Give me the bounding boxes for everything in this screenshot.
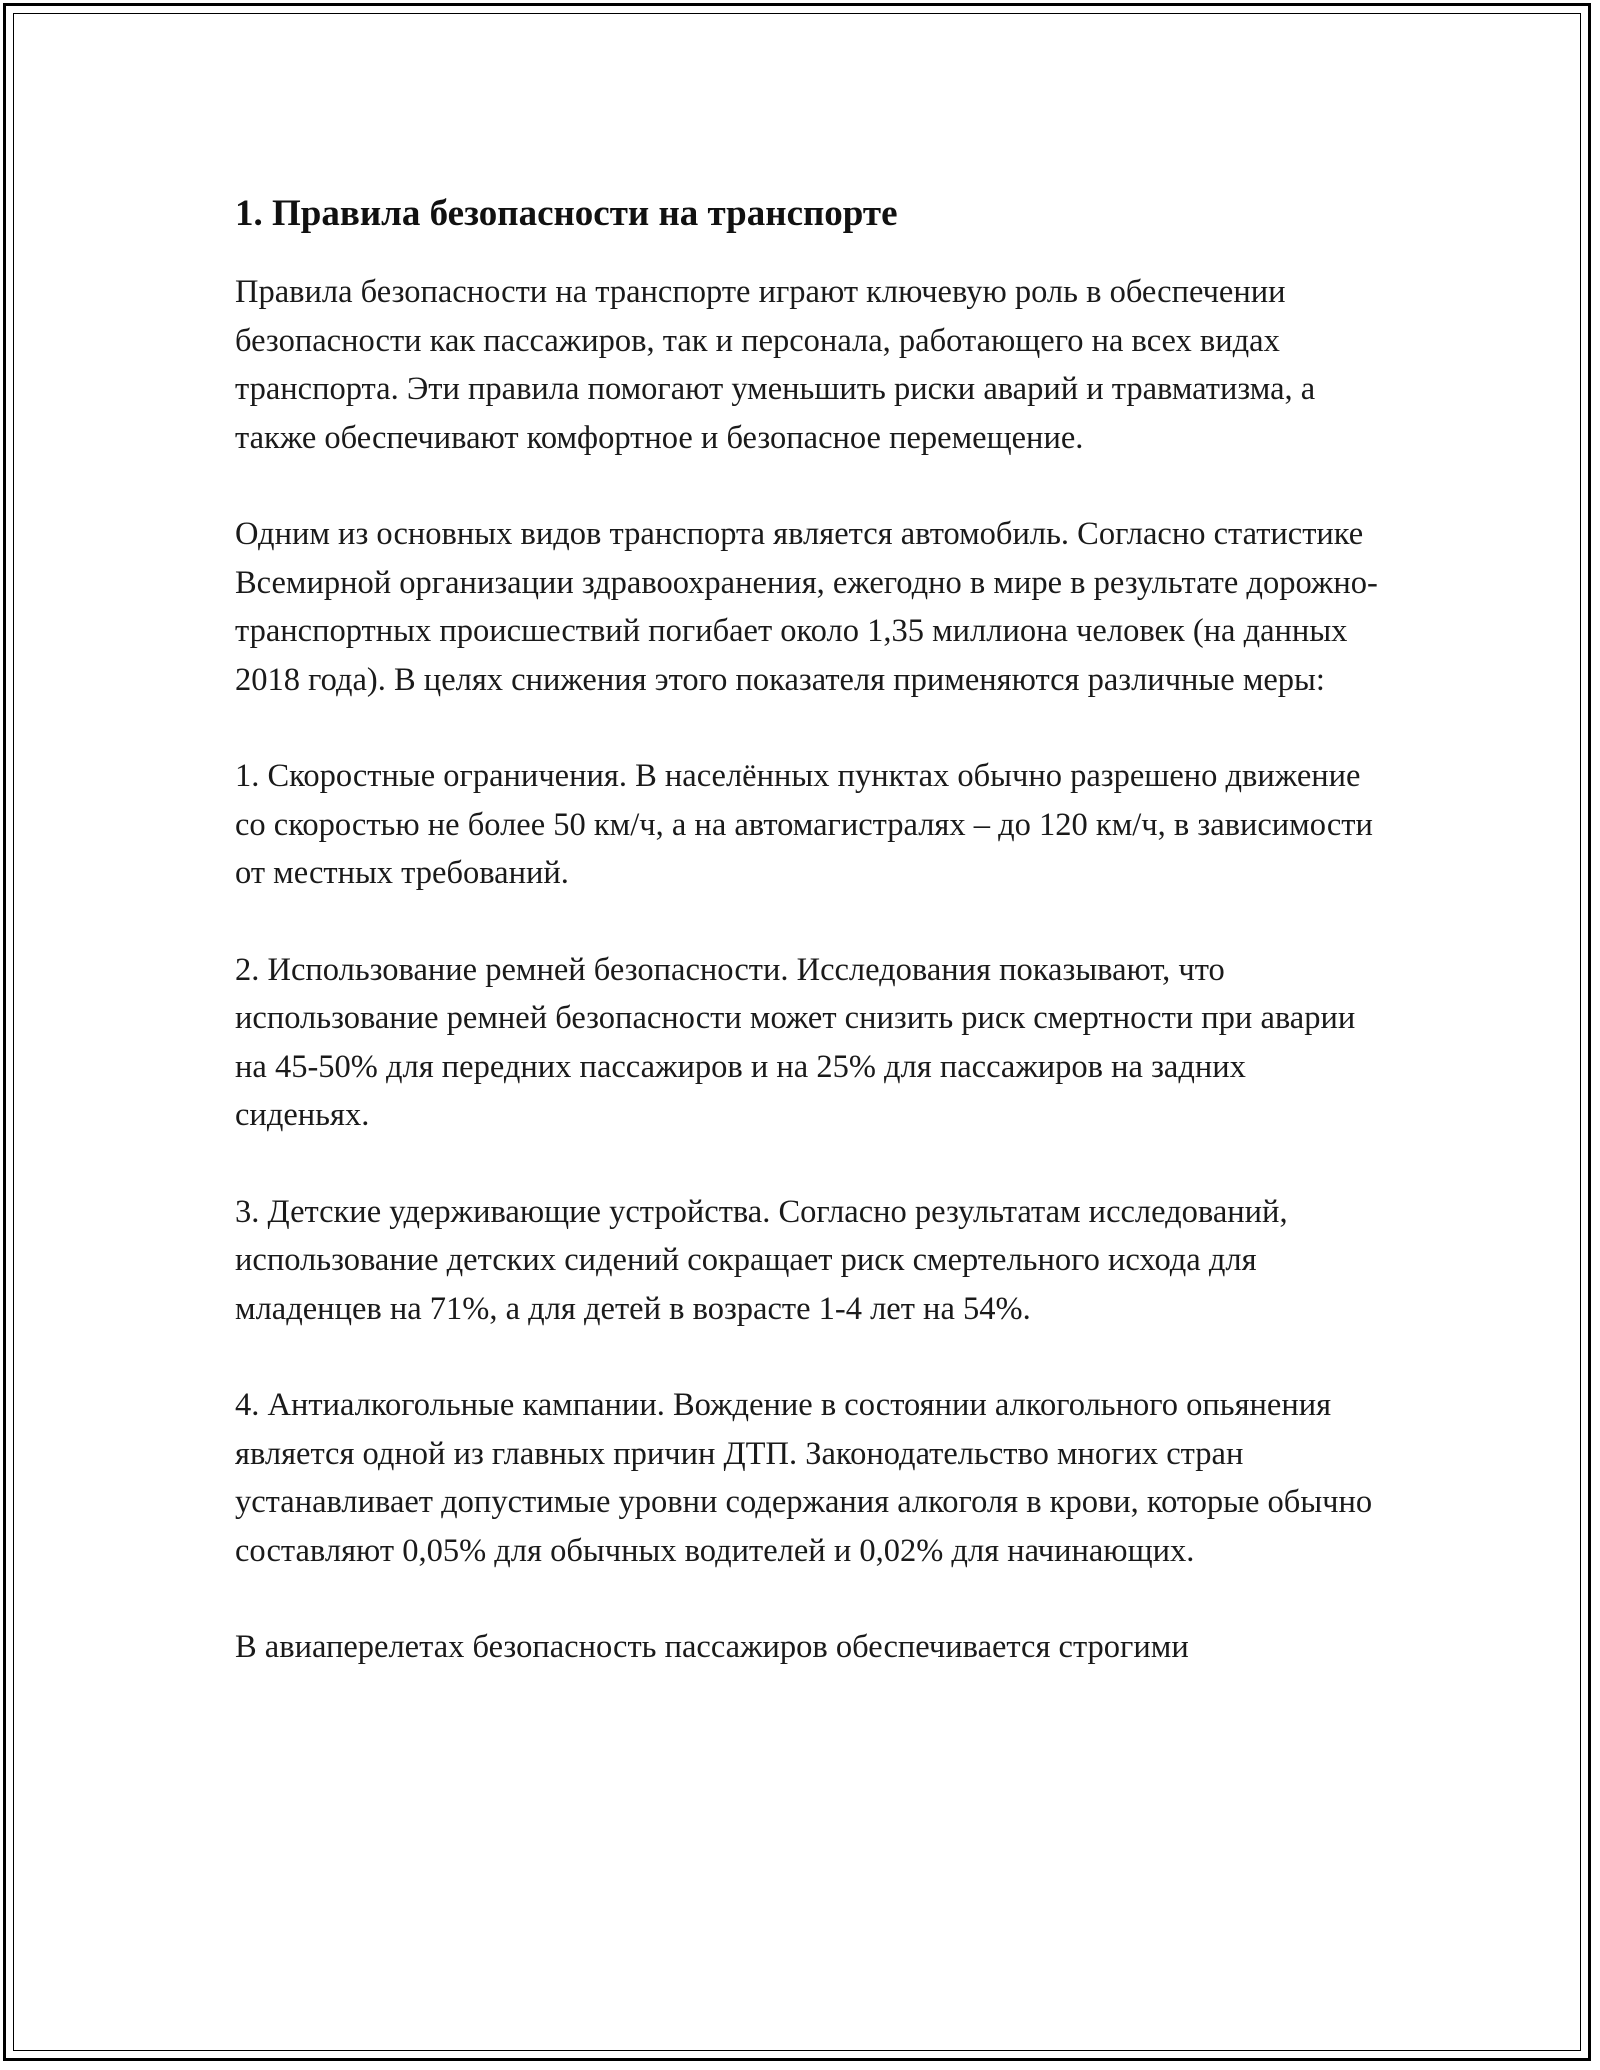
paragraph-intro: Правила безопасности на транспорте играют ключевую роль в обеспечении безопасности как пассажиров, так и персонала, работающего на всех видах транспорта. Эти правила помогают уменьшить риски аварий и травматизма, а также обеспечивают комфортное и безопасное перемещение. (235, 274, 1316, 456)
paragraph-speed-limits: 1. Скоростные ограничения. В населённых пунктах обычно разрешено движение со скоростью не более 50 км/ч, а на автомагистралях – до 120 км/ч, в зависимости от местных требований. (235, 758, 1373, 891)
paragraph-anti-alcohol: 4. Антиалкогольные кампании. Вождение в состоянии алкогольного опьянения является одной из главных причин ДТП. Законодательство многих стран устанавливает допустимые уровни содержания алкоголя в крови, которые обычно составляют 0,05% для обычных водителей и 0,02% для начинающих. (235, 1387, 1373, 1569)
paragraph-road-statistics: Одним из основных видов транспорта является автомобиль. Согласно статистике Всемирной организации здравоохранения, ежегодно в мире в результате дорожно-транспортных происшествий погибает около 1,35 миллиона человек (на данных 2018 года). В целях снижения этого показателя применяются различные меры: (235, 516, 1378, 698)
section-heading: 1. Правила безопасности на транспорте (235, 193, 898, 234)
paragraph-aviation: В авиаперелетах безопасность пассажиров обеспечивается строгими (235, 1629, 1189, 1665)
paragraph-seat-belts: 2. Использование ремней безопасности. Исследования показывают, что использование ремней безопасности может снизить риск смертности при аварии на 45-50% для передних пассажиров и на 25% для пассажиров на задних сиденьях. (235, 951, 1356, 1133)
paragraph-child-seats: 3. Детские удерживающие устройства. Согласно результатам исследований, использование детских сидений сокращает риск смертельного исхода для младенцев на 71%, а для детей в возрасте 1-4 лет на 54%. (235, 1193, 1288, 1327)
document-body (235, 185, 1385, 1720)
